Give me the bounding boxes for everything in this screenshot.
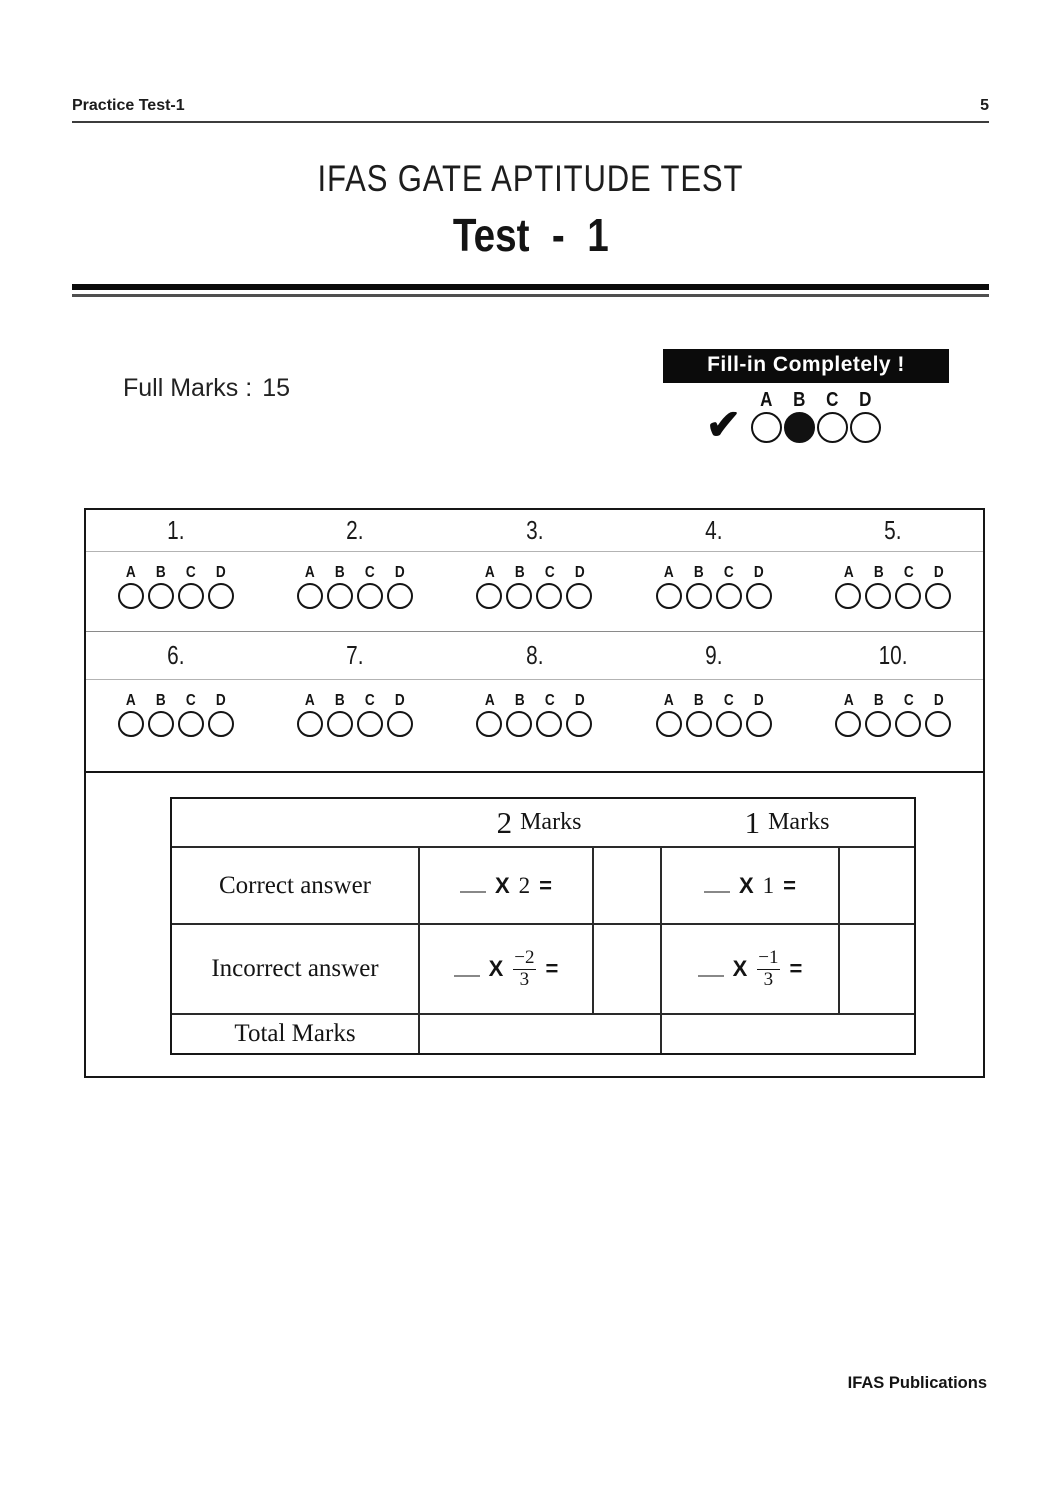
fraction: $\frac{-1}{3}$ bbox=[758, 946, 779, 990]
bubble-group bbox=[295, 680, 415, 771]
answer-bubble-d[interactable] bbox=[566, 583, 592, 609]
option-label-a: A bbox=[663, 692, 674, 709]
total-cell-1marks[interactable] bbox=[660, 1013, 914, 1053]
score-cell-incorrect-1marks[interactable] bbox=[838, 923, 914, 1013]
answer-bubble-a[interactable] bbox=[118, 583, 144, 609]
full-marks-value: 15 bbox=[262, 374, 290, 402]
blank-line bbox=[704, 878, 730, 893]
option-label-b: B bbox=[514, 564, 525, 581]
checkmark-icon: ✔ bbox=[705, 401, 742, 449]
answer-bubble-c[interactable] bbox=[536, 583, 562, 609]
bubble-group bbox=[474, 680, 594, 771]
question-number: 3. bbox=[525, 515, 544, 545]
bubble-row bbox=[86, 680, 983, 773]
score-cell-correct-1marks[interactable] bbox=[838, 846, 914, 923]
answer-bubble-c[interactable] bbox=[895, 583, 921, 609]
answer-bubble-d[interactable] bbox=[746, 583, 772, 609]
question-number: 7. bbox=[346, 640, 364, 670]
question-number: 2. bbox=[346, 515, 364, 545]
question-number-row bbox=[86, 632, 983, 680]
question-number: 5. bbox=[884, 515, 902, 545]
multiply-sign: X bbox=[488, 956, 504, 981]
answer-bubble-b[interactable] bbox=[784, 412, 815, 443]
option-label-a: A bbox=[305, 692, 316, 709]
option-label-c: C bbox=[826, 389, 839, 411]
fill-in-example bbox=[663, 389, 949, 449]
divider-thick bbox=[72, 284, 989, 290]
option-label-d: D bbox=[215, 564, 226, 581]
answer-bubble-d[interactable] bbox=[566, 711, 592, 737]
total-cell-2marks[interactable] bbox=[418, 1013, 660, 1053]
answer-bubble-a[interactable] bbox=[476, 711, 502, 737]
bubble-group bbox=[116, 552, 236, 631]
answer-bubble-d[interactable] bbox=[850, 412, 881, 443]
option-label-b: B bbox=[873, 692, 884, 709]
equals-sign: = bbox=[545, 956, 559, 981]
bubble-group bbox=[116, 680, 236, 771]
marks-table-header-blank bbox=[172, 799, 418, 846]
row-label-total: Total Marks bbox=[172, 1013, 418, 1053]
bubble-group bbox=[654, 552, 774, 631]
answer-bubble-a[interactable] bbox=[656, 711, 682, 737]
option-label-b: B bbox=[155, 564, 166, 581]
example-bubble-group bbox=[750, 389, 882, 443]
score-cell-correct-2marks[interactable] bbox=[592, 846, 660, 923]
formula-correct-2marks: X 2 = bbox=[418, 846, 592, 923]
blank-line bbox=[698, 962, 724, 977]
answer-bubble-b[interactable] bbox=[686, 711, 712, 737]
option-label-a: A bbox=[843, 692, 854, 709]
answer-bubble-a[interactable] bbox=[476, 583, 502, 609]
full-marks bbox=[123, 374, 290, 403]
option-label-a: A bbox=[843, 564, 854, 581]
page-header bbox=[72, 97, 989, 123]
answer-bubble-b[interactable] bbox=[327, 711, 353, 737]
question-number: 10. bbox=[878, 640, 908, 670]
title-block bbox=[0, 158, 1061, 262]
formula-correct-1marks: X 1 = bbox=[660, 846, 838, 923]
option-label-c: C bbox=[903, 564, 914, 581]
option-label-d: D bbox=[859, 389, 872, 411]
option-label-d: D bbox=[933, 692, 944, 709]
question-number: 1. bbox=[167, 515, 185, 545]
row-label-incorrect: Incorrect answer bbox=[172, 923, 418, 1013]
answer-bubble-b[interactable] bbox=[327, 583, 353, 609]
bubble-group bbox=[833, 552, 953, 631]
bubble-group bbox=[295, 552, 415, 631]
answer-bubble-b[interactable] bbox=[506, 583, 532, 609]
blank-line bbox=[454, 962, 480, 977]
option-label-d: D bbox=[933, 564, 944, 581]
answer-bubble-c[interactable] bbox=[895, 711, 921, 737]
multiply-sign: X bbox=[732, 956, 748, 981]
option-label-b: B bbox=[335, 564, 346, 581]
full-marks-label: Full Marks : bbox=[123, 374, 253, 402]
test-title: IFAS GATE APTITUDE TEST bbox=[317, 158, 744, 199]
option-label-d: D bbox=[395, 692, 406, 709]
test-subtitle: Test - 1 bbox=[452, 209, 609, 261]
answer-bubble-b[interactable] bbox=[148, 583, 174, 609]
answer-bubble-c[interactable] bbox=[817, 412, 848, 443]
option-label-d: D bbox=[574, 564, 585, 581]
answer-bubble-d[interactable] bbox=[387, 583, 413, 609]
option-label-c: C bbox=[185, 692, 196, 709]
option-label-d: D bbox=[395, 564, 406, 581]
answer-bubble-a[interactable] bbox=[656, 583, 682, 609]
formula-incorrect-1marks bbox=[660, 923, 838, 1013]
bubble-group bbox=[474, 552, 594, 631]
option-label-a: A bbox=[125, 692, 136, 709]
option-label-a: A bbox=[663, 564, 674, 581]
score-cell-incorrect-2marks[interactable] bbox=[592, 923, 660, 1013]
option-label-a: A bbox=[125, 564, 136, 581]
answer-bubble-a[interactable] bbox=[835, 711, 861, 737]
bubble-group bbox=[654, 680, 774, 771]
marks-table bbox=[170, 797, 916, 1055]
answer-bubble-d[interactable] bbox=[387, 711, 413, 737]
option-label-a: A bbox=[484, 692, 495, 709]
option-label-a: A bbox=[760, 389, 773, 411]
answer-bubble-c[interactable] bbox=[536, 711, 562, 737]
option-label-a: A bbox=[305, 564, 316, 581]
answer-bubble-d[interactable] bbox=[746, 711, 772, 737]
option-label-c: C bbox=[903, 692, 914, 709]
multiply-sign: X bbox=[494, 872, 510, 898]
blank-line bbox=[460, 878, 486, 893]
option-label-d: D bbox=[753, 564, 764, 581]
question-number: 9. bbox=[705, 640, 723, 670]
multiply-sign: X bbox=[738, 872, 754, 898]
option-label-b: B bbox=[873, 564, 884, 581]
answer-bubble-d[interactable] bbox=[208, 583, 234, 609]
option-label-d: D bbox=[215, 692, 226, 709]
row-label-correct: Correct answer bbox=[172, 846, 418, 923]
option-label-d: D bbox=[753, 692, 764, 709]
option-label-d: D bbox=[574, 692, 585, 709]
answer-bubble-d[interactable] bbox=[925, 711, 951, 737]
answer-bubble-a[interactable] bbox=[297, 711, 323, 737]
equals-sign: = bbox=[789, 956, 803, 981]
bubble-row bbox=[86, 552, 983, 632]
option-label-b: B bbox=[793, 389, 806, 411]
answer-bubble-d[interactable] bbox=[208, 711, 234, 737]
answer-bubble-a[interactable] bbox=[751, 412, 782, 443]
answer-bubble-c[interactable] bbox=[357, 583, 383, 609]
option-label-c: C bbox=[723, 564, 734, 581]
option-label-c: C bbox=[365, 564, 376, 581]
answer-bubble-b[interactable] bbox=[865, 711, 891, 737]
answer-bubble-a[interactable] bbox=[118, 711, 144, 737]
equals-sign: = bbox=[539, 872, 553, 898]
question-number: 8. bbox=[525, 640, 544, 670]
option-label-c: C bbox=[185, 564, 196, 581]
marks-table-header-1marks: 1 Marks bbox=[744, 804, 830, 840]
fill-in-banner: Fill-in Completely ! bbox=[663, 349, 949, 383]
equals-sign: = bbox=[783, 872, 797, 898]
option-label-b: B bbox=[335, 692, 346, 709]
option-label-b: B bbox=[514, 692, 525, 709]
answer-bubble-c[interactable] bbox=[716, 711, 742, 737]
option-label-a: A bbox=[484, 564, 495, 581]
answer-bubble-b[interactable] bbox=[686, 583, 712, 609]
fill-in-instruction bbox=[663, 349, 949, 449]
answer-bubble-c[interactable] bbox=[178, 711, 204, 737]
question-number: 6. bbox=[167, 640, 185, 670]
header-title: Practice Test-1 bbox=[72, 97, 185, 114]
bubble-group bbox=[833, 680, 953, 771]
option-label-c: C bbox=[723, 692, 734, 709]
option-label-b: B bbox=[693, 692, 704, 709]
answer-bubble-d[interactable] bbox=[925, 583, 951, 609]
answer-bubble-b[interactable] bbox=[506, 711, 532, 737]
answer-bubble-b[interactable] bbox=[148, 711, 174, 737]
question-number-row bbox=[86, 510, 983, 552]
option-label-c: C bbox=[544, 692, 555, 709]
publisher-footer: IFAS Publications bbox=[847, 1374, 987, 1392]
answer-bubble-a[interactable] bbox=[835, 583, 861, 609]
option-label-c: C bbox=[365, 692, 376, 709]
divider-thin bbox=[72, 294, 989, 297]
answer-bubble-a[interactable] bbox=[297, 583, 323, 609]
fraction: $\frac{-2}{3}$ bbox=[514, 946, 535, 990]
option-label-b: B bbox=[155, 692, 166, 709]
answer-bubble-c[interactable] bbox=[357, 711, 383, 737]
answer-bubble-c[interactable] bbox=[178, 583, 204, 609]
answer-bubble-c[interactable] bbox=[716, 583, 742, 609]
page-number: 5 bbox=[980, 97, 989, 114]
question-number: 4. bbox=[705, 515, 723, 545]
formula-incorrect-2marks bbox=[418, 923, 592, 1013]
marks-table-header-2marks: 2 Marks bbox=[496, 804, 582, 840]
option-label-b: B bbox=[693, 564, 704, 581]
option-label-c: C bbox=[544, 564, 555, 581]
answer-bubble-b[interactable] bbox=[865, 583, 891, 609]
